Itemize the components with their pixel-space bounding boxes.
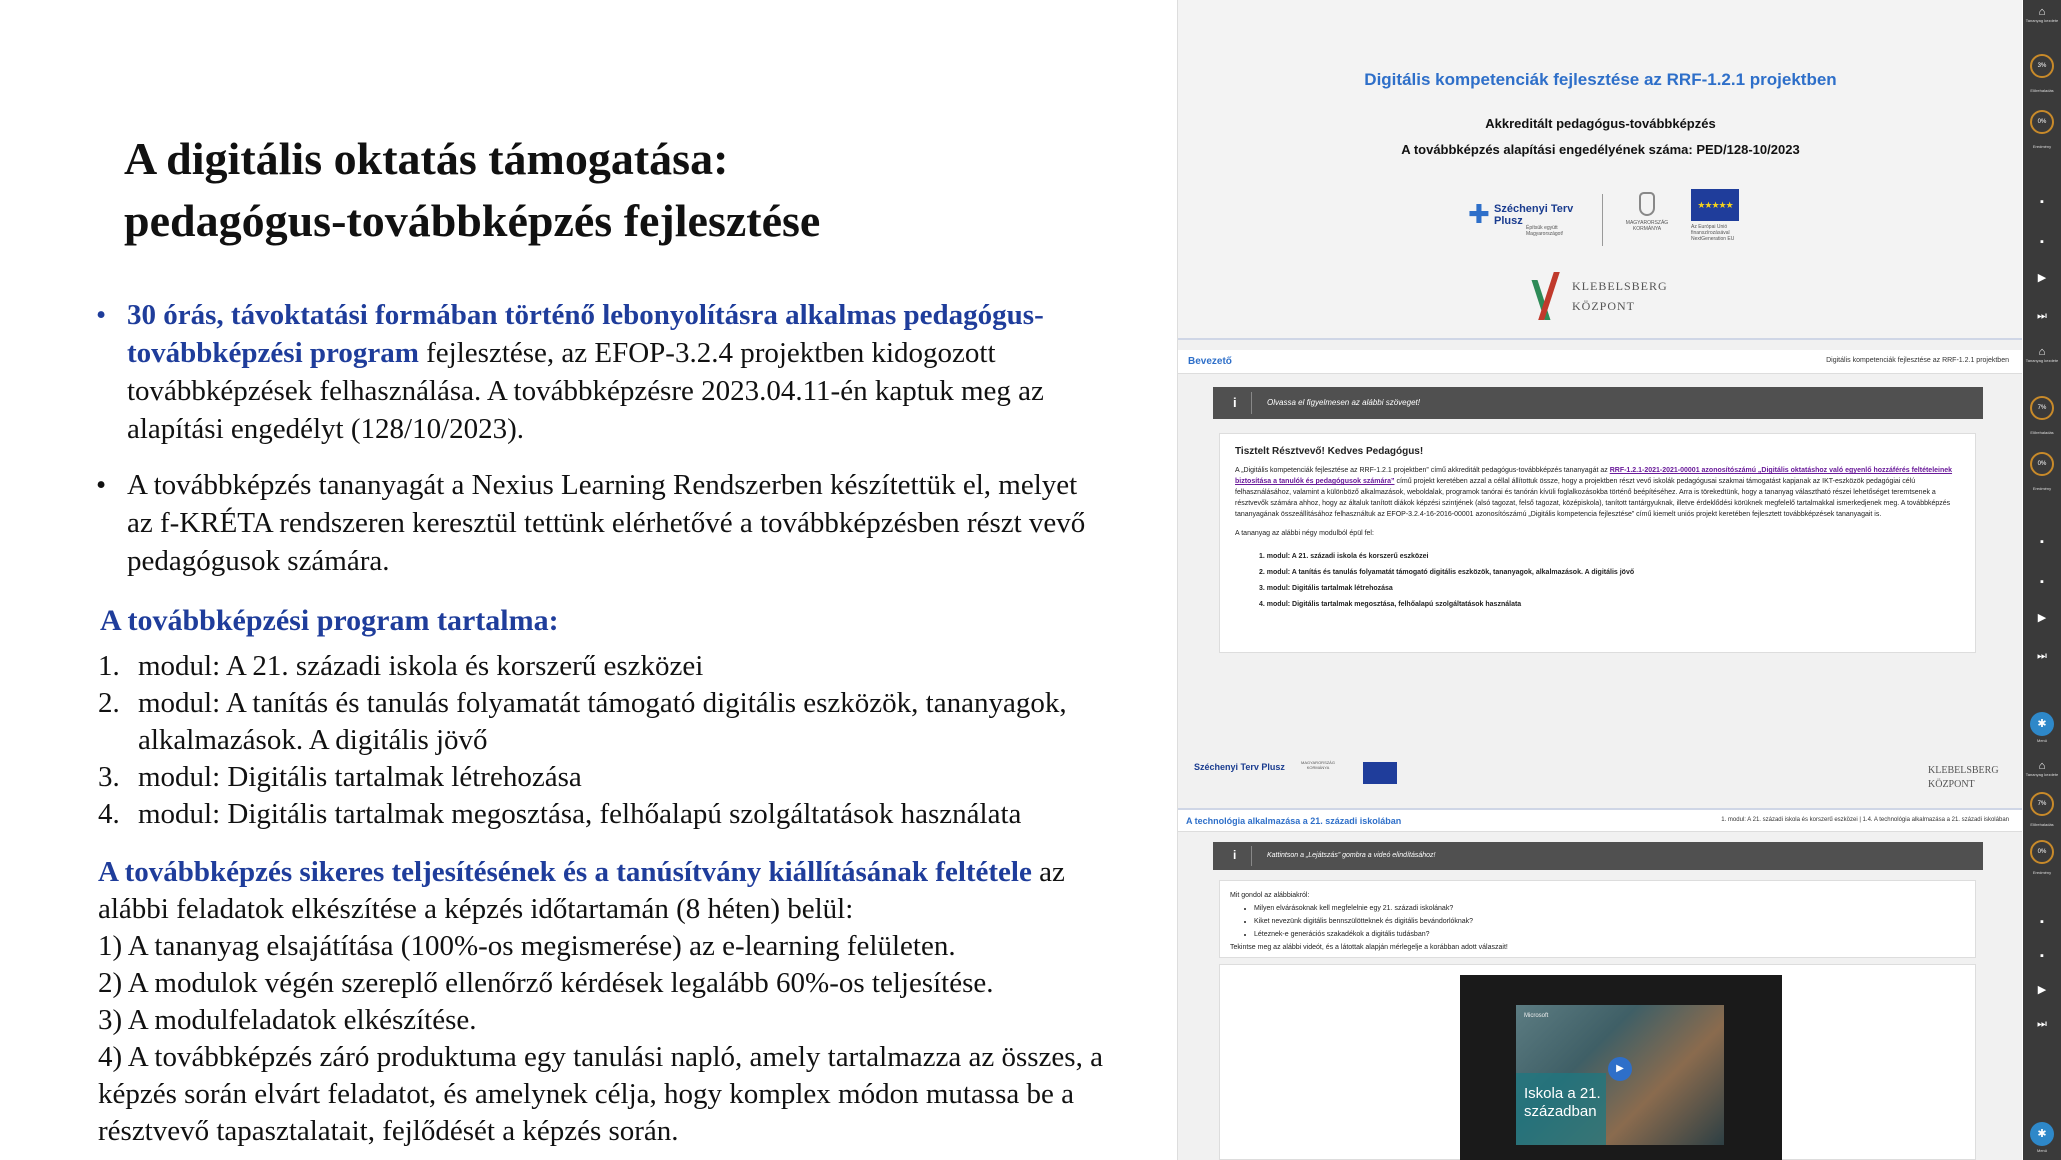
klebelsberg-logo: KLEBELSBERG KÖZPONT [1538,272,1668,320]
module-item: 1. modul: A 21. századi iskola és korszerű eszközei [98,650,704,682]
notes-icon[interactable]: ▪ [2040,236,2044,248]
greeting: Tisztelt Résztvevő! Kedves Pedagógus! [1235,446,1424,457]
notes-icon[interactable]: ▪ [2040,576,2044,588]
bullet-program: • 30 órás, távoktatási formában történő lebonyolításra alkalmas pedagógus-továbbképzési program fejlesztése, az EFOP-3.2.4 projektben kidogozott továbbképzések felhasználása. A továbbképzésre 2023.04.11-én kaptuk meg az alapítási engedélyt (128/10/2023). [96,299,1044,445]
bullet-nexius-text: A továbbképzés tananyagát a Nexius Learning Rendszerben készítettük el, melyet az f-KRÉTA rendszeren keresztül tettünk elérhetővé a továbbképzésben részt vevő pedagógusok számára. [127,469,1086,577]
home-icon: ⌂ [2038,346,2046,358]
next-icon[interactable]: ▶ [2037,272,2047,284]
question-box: Mit gondol az alábbiakról: • Milyen elvárásoknak kell megfelelnie egy 21. századi iskolának? • Kiket nevezünk digitális bennszülötteknek és digitális bevándorlóknak? • Léteznek-e generációs szakadékok a digitális tudásban? Tekintse meg az alábbi videót, és a látottak alapján mérlegelje a korábban adott válaszait! [1219,880,1976,958]
document-icon[interactable]: ▪ [2040,196,2044,208]
progress-ring: 3% [2030,54,2054,78]
eu-logo: ★★★★★ Az Európai Unió finanszírozásával NextGeneration EU [1691,189,1757,251]
document-icon[interactable]: ▪ [2040,536,2044,548]
result-ring: 0% [2030,110,2054,134]
intro-module-list: 1. modul: A 21. századi iskola és korszerű eszközei 2. modul: A tanítás és tanulás folyamatát támogató digitális eszközök, tananyagok, alkalmazások. A digitális jövő 3. modul: Digitális tartalmak létrehozása 4. modul: Digitális tartalmak megosztása, felhőalapú szolgáltatások használata [1259,553,1635,608]
bullet-nexius: • A továbbképzés tananyagát a Nexius Learning Rendszerben készítettük el, melyet az f-KRÉTA rendszeren keresztül tettünk elérhetővé a továbbképzésben részt vevő pedagógusok számára. [96,466,1106,580]
module-item: 2. modul: A tanítás és tanulás folyamatát támogató digitális eszközök, tananyagok, alkalmazások. A digitális jövő [98,687,1067,756]
info-icon: i [1233,848,1237,862]
szechenyi-terv-logo: ✚ Széchenyi Terv Plusz Építsük együtt Magyarországot! [1468,199,1574,237]
module-item: 3. modul: Digitális tartalmak létrehozása [98,761,582,793]
home-icon: ⌂ [2038,6,2046,18]
course-cover [1178,0,2022,340]
question-item: • Kiket nevezünk digitális bennszülötteknek és digitális bevándorlóknak? [1254,915,1965,928]
info-bar-read: i Olvassa el figyelmesen az alábbi szöveget! [1213,387,1983,419]
breadcrumb-intro: Digitális kompetenciák fejlesztése az RRF-1.2.1 projektben [1826,357,2009,364]
video-box [1219,964,1976,1160]
page-navbar-lesson [1178,808,2022,832]
module-list [98,648,1128,833]
result-ring: 0% [2030,840,2054,864]
sidebar-home-button[interactable]: ⌂ Tananyag kezdete [2023,760,2061,777]
last-icon[interactable]: ⏭ [2037,1018,2047,1030]
info-bar-play: i Kattintson a „Lejátszás” gombra a videó elindításához! [1213,842,1983,870]
video-brand: Microsoft [1524,1013,1549,1019]
progress-ring: 7% [2030,396,2054,420]
progress-ring: 7% [2030,792,2054,816]
question-item: • Léteznek-e generációs szakadékok a digitális tudásban? [1254,928,1965,941]
condition-item: 2) A modulok végén szereplő ellenőrző kérdések legalább 60%-os teljesítése. [98,967,994,999]
license-number: A továbbképzés alapítási engedélyének száma: PED/128-10/2023 [1401,142,1800,157]
course-subtitle: Akkreditált pedagógus-továbbképzés [1485,116,1716,131]
intro-text-box: Tisztelt Résztvevő! Kedves Pedagógus! A „Digitális kompetenciák fejlesztése az RRF-1.2.1 projektben” című akkreditált pedagógus-továbbképzés tananyagát az RRF-1.2.1-2021-2021-00001 azonosítószámú „Digitális oktatáshoz való egyenlő hozzáférés feltételeinek biztosítása a tanulók és pedagógusok számára” című projekt keretében azzal a céllal állítottuk össze, hogy a projektben részt vevő iskolák pedagógusai szakmai támogatást kapjanak az IKT-eszközök pedagógiai célú felhasználásához, valamint a különböző alkalmazások, weboldalak, programok tanórai és tanórán kívüli foglalkozásokba történő beépítéséhez. Arra is törekedtünk, hogy a tananyag választható részei lehetőséget teremtsenek a résztvevők számára ahhoz, hogy az általuk tanított diákok képzési szintjének (alsó tagozat, felső tagozat, középiskola), tanított tantárgyuknak, illetve érdeklődési körüknek megfelelő tartalmakkal ismerkedjenek meg. A továbbképzés tananyagának összeállításához felhasználtuk az EFOP-3.2.4-16-2016-00001 azonosítószámú „Digitális kompetencia fejlesztése” című kiemelt uniós projekt keretében fejlesztett továbbképzések tananyagait is. A tananyag az alábbi négy modulból épül fel: 1. modul: A 21. századi iskola és korszerű eszközei 2. modul: A tanítás és tanulás folyamatát támogató digitális eszközök, tananyagok, alkalmazások. A digitális jövő 3. modul: Digitális tartalmak létrehozása 4. modul: Digitális tartalmak megosztása, felhőalapú szolgáltatások használata [1219,433,1976,653]
course-screenshots [1177,0,2022,1160]
conditions-heading: A továbbképzés sikeres teljesítésének és a tanúsítvány kiállításának feltétele [98,856,1032,888]
course-title: Digitális kompetenciák fejlesztése az RRF-1.2.1 projektben [1364,70,1837,89]
menu-button[interactable]: ✱ [2030,712,2054,736]
content-heading: A továbbképzési program tartalma: [100,604,559,637]
bullet-program-rest: fejlesztése, az EFOP-3.2.4 projektben kidogozott továbbképzések felhasználása. A továbbképzésre 2023.04.11-én kaptuk meg az alapítási engedélyt (128/10/2023). [127,337,1044,445]
page-navbar-intro [1178,350,2022,374]
completion-conditions: A továbbképzés sikeres teljesítésének és a tanúsítvány kiállításának feltétele az alábbi feladatok elkészítése a képzés időtartamán (8 héten) belül: 1) A tananyag elsajátítása (100%-os megismerése) az e-learning felületen. 2) A modulok végén szereplő ellenőrző kérdések legalább 60%-os teljesítése. 3) A modulfeladatok elkészítése. 4) A továbbképzés záró produktuma egy tanulási napló, amely tartalmazza az összes, a képzés során elvárt feladatot, és amelynek célja, hogy komplex módon mutassa be a résztvevő tapasztalatait, fejlődését a képzés során. [98,854,1128,1150]
document-icon[interactable]: ▪ [2040,916,2044,928]
bullet-program-bold: 30 órás, távoktatási formában történő lebonyolításra alkalmas pedagógus-továbbképzési program [127,299,1044,369]
info-icon: i [1233,395,1237,410]
slide-title [124,128,820,252]
notes-icon[interactable]: ▪ [2040,950,2044,962]
video-player[interactable] [1460,975,1782,1160]
slide-title-line1: A digitális oktatás támogatása: [124,133,729,184]
eu-flag-icon: ★★★★★ [1691,189,1739,221]
page-title-intro[interactable]: Bevezető [1188,356,1232,367]
condition-item: 1) A tananyag elsajátítása (100%-os megismerése) az e-learning felületen. [98,930,956,962]
home-icon: ⌂ [2038,760,2046,772]
szechenyi-cross-icon: ✚ [1468,199,1490,229]
last-icon[interactable]: ⏭ [2037,650,2047,662]
sponsor-logos [1468,188,1757,252]
sidebar-home-button[interactable]: ⌂ Tananyag kezdete [2023,6,2061,23]
breadcrumb-lesson: 1. modul: A 21. századi iskola és korszerű eszközei | 1.4. A technológia alkalmazása a 21. századi iskolában [1721,817,2009,823]
question-item: • Milyen elvárásoknak kell megfelelnie egy 21. századi iskolának? [1254,902,1965,915]
sidebar-home-button[interactable]: ⌂ Tananyag kezdete [2023,346,2061,363]
crest-icon [1639,192,1655,216]
klebelsberg-k-icon [1538,272,1564,320]
condition-item: 3) A modulfeladatok elkészítése. [98,1004,477,1036]
menu-button[interactable]: ✱ [2030,1122,2054,1146]
project-link[interactable]: RRF-1.2.1-2021-2021-00001 azonosítószámú „Digitális oktatáshoz való egyenlő hozzáférés feltételeinek biztosítása a tanulók és pedagógusok számára” [1235,467,1953,485]
last-icon[interactable]: ⏭ [2037,310,2047,322]
video-title: Iskola a 21. században [1524,1085,1601,1120]
page-title-lesson[interactable]: A technológia alkalmazása a 21. századi iskolában [1186,816,1402,826]
play-button[interactable]: ▶ [1608,1057,1632,1081]
condition-item: 4) A továbbképzés záró produktuma egy tanulási napló, amely tartalmazza az összes, a képzés során elvárt feladatot, és amelynek célja, hogy komplex módon mutassa be a résztvevő tapasztalatait, fejlődését a képzés során. [98,1041,1103,1147]
next-icon[interactable]: ▶ [2037,984,2047,996]
slide-title-line2: pedagógus-továbbképzés fejlesztése [124,195,821,246]
course-sidebar: ⌂ Tananyag kezdete 3% Előrehaladás 0% Eredmény ▪ ▪ ▶ ⏭ ⌂ Tananyag kezdete 7% Előrehaladás 0% Eredmény ▪ ▪ ▶ ⏭ ✱ Menü ⌂ Tananyag kezdete 7% Előrehaladás 0% Eredmény ▪ ▪ ▶ ⏭ ✱ Menü [2023,0,2061,1160]
footer-logos: Széchenyi Terv Plusz MAGYARORSZÁG KORMÁNYA KLEBELSBERG KÖZPONT [1194,760,1999,790]
module-item: 4. modul: Digitális tartalmak megosztása, felhőalapú szolgáltatások használata [98,798,1022,830]
next-icon[interactable]: ▶ [2037,612,2047,624]
result-ring: 0% [2030,452,2054,476]
eu-flag-icon [1363,762,1397,784]
hungarian-government-logo: MAGYARORSZÁG KORMÁNYA [1617,192,1677,248]
